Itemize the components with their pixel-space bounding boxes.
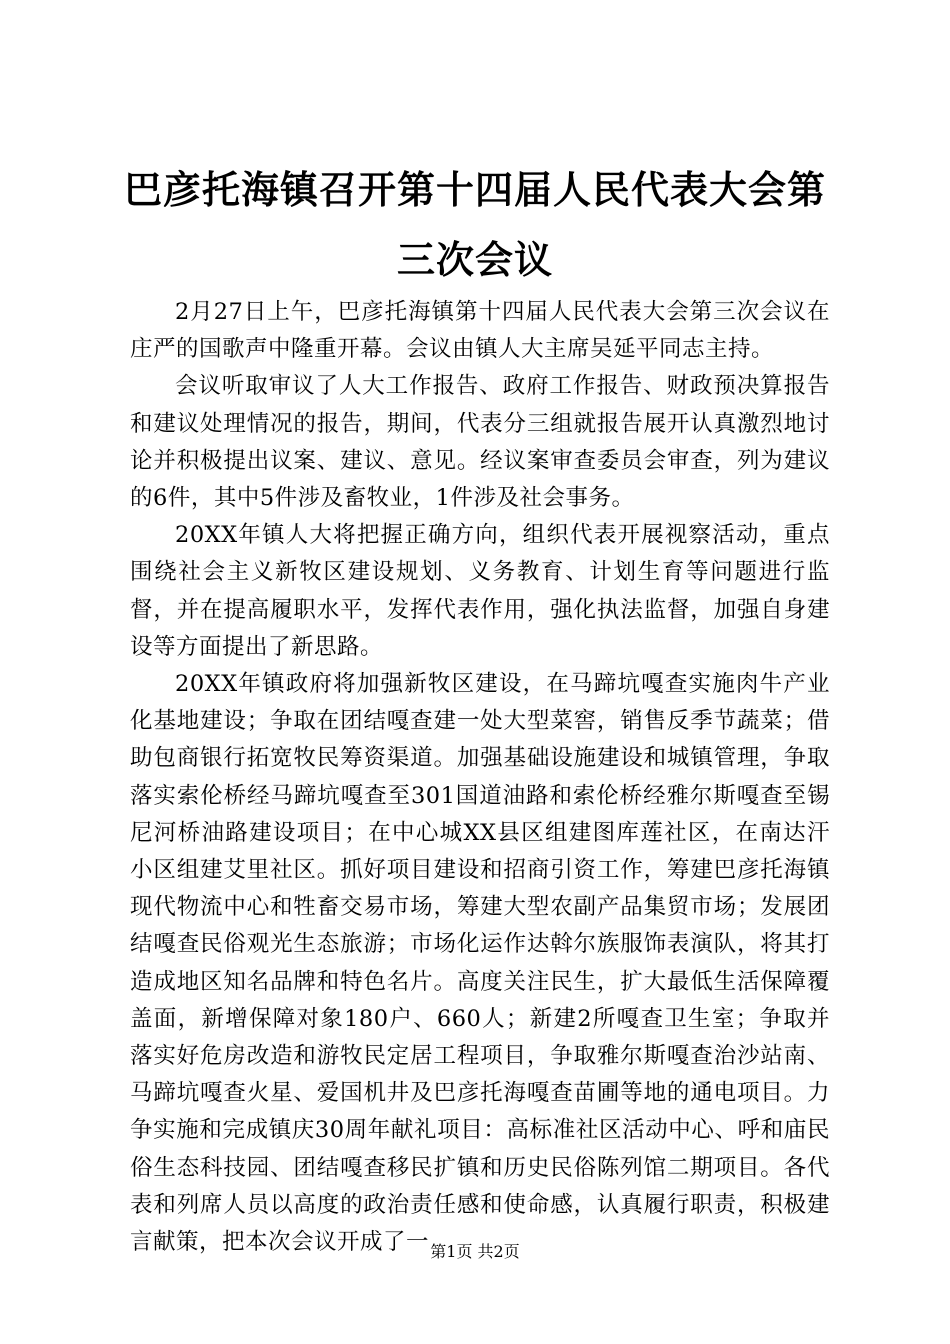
- paragraph-congress-plan: 20XX年镇人大将把握正确方向，组织代表开展视察活动，重点围绕社会主义新牧区建设规划、义务教育、计划生育等问题进行监督，并在提高履职水平，发挥代表作用，强化执法监督，加强自身建设等方面提出了新思路。: [130, 522, 830, 660]
- page-footer: [0, 1240, 950, 1264]
- document-title: 巴彦托海镇召开第十四届人民代表大会第三次会议: [123, 167, 826, 282]
- document-body: [130, 294, 830, 1261]
- page-number: 第1页 共2页: [430, 1242, 520, 1261]
- paragraph-opening: 2月27日上午，巴彦托海镇第十四届人民代表大会第三次会议在庄严的国歌声中隆重开幕。会议由镇人大主席吴延平同志主持。: [130, 299, 830, 363]
- paragraph-government-plan: 20XX年镇政府将加强新牧区建设，在马蹄坑嘎查实施肉牛产业化基地建设；争取在团结嘎查建一处大型菜窖，销售反季节蔬菜；借助包商银行拓宽牧民筹资渠道。加强基础设施建设和城镇管理，争取落实索伦桥经马蹄坑嘎查至301国道油路和索伦桥经雅尔斯嘎查至锡尼河桥油路建设项目；在中心城XX县区组建图库莲社区，在南达汗小区组建艾里社区。抓好项目建设和招商引资工作，筹建巴彦托海镇现代物流中心和牲畜交易市场，筹建大型农副产品集贸市场；发展团结嘎查民俗观光生态旅游；市场化运作达斡尔族服饰表演队，将其打造成地区知名品牌和特色名片。高度关注民生，扩大最低生活保障覆盖面，新增保障对象180户、660人；新建2所嘎查卫生室；争取并落实好危房改造和游牧民定居工程项目，争取雅尔斯嘎查治沙站南、马蹄坑嘎查火星、爱国机井及巴彦托海嘎查苗圃等地的通电项目。力争实施和完成镇庆30周年献礼项目：高标准社区活动中心、呼和庙民俗生态科技园、团结嘎查移民扩镇和历史民俗陈列馆二期项目。各代表和列席人员以高度的政治责任感和使命感，认真履行职责，积极建言献策，把本次会议开成了一: [130, 671, 830, 1256]
- paragraph-reports: 会议听取审议了人大工作报告、政府工作报告、财政预决算报告和建议处理情况的报告，期间，代表分三组就报告展开认真激烈地讨论并积极提出议案、建议、意见。经议案审查委员会审查，列为建议的6件，其中5件涉及畜牧业，1件涉及社会事务。: [130, 373, 830, 512]
